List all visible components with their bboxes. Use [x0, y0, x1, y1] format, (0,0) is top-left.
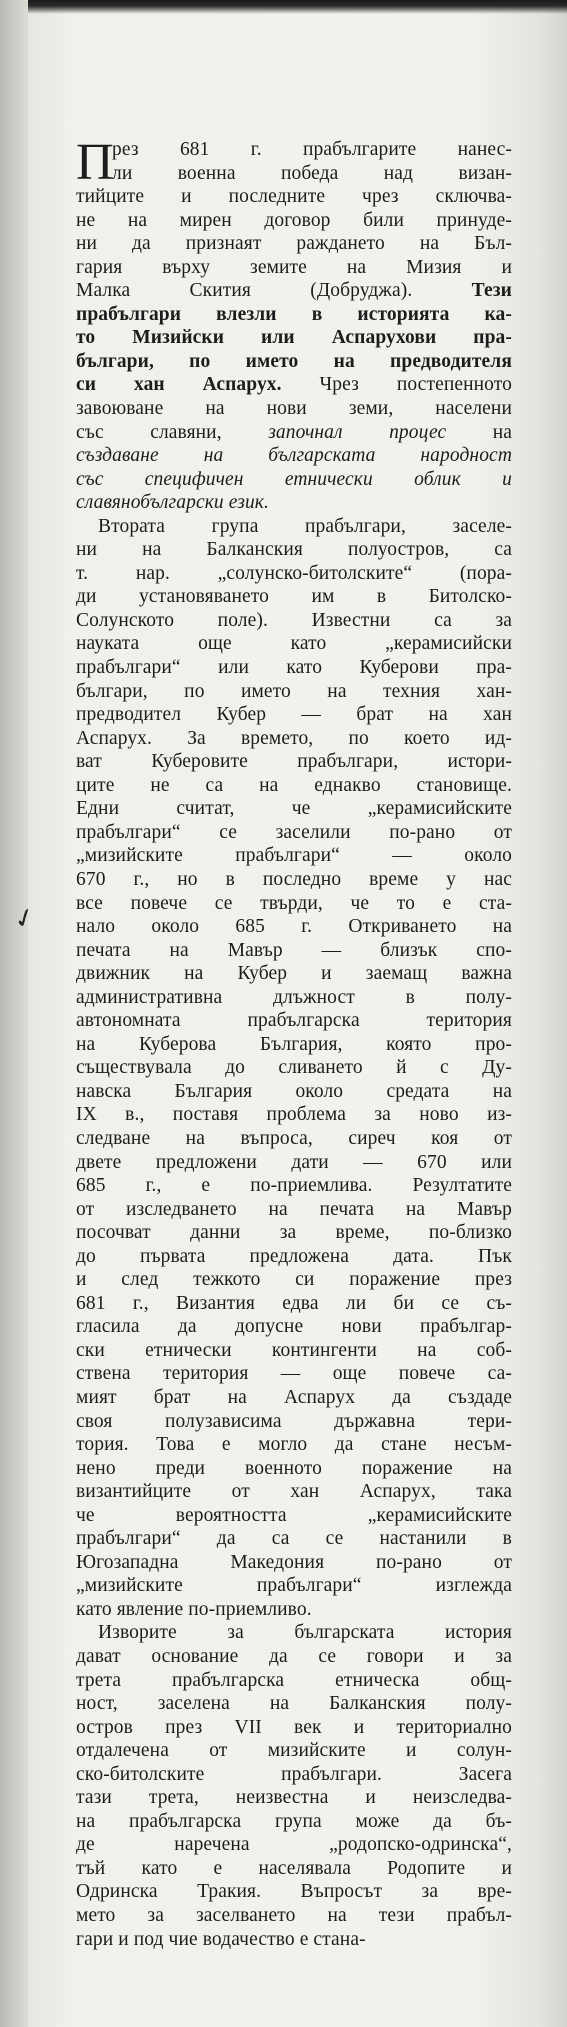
text-run: отдалечена от мизийските и солун- — [76, 1740, 512, 1762]
text-run: движник на Кубер и заемащ важна — [76, 963, 512, 985]
text-run: Аспарух. За времето, по което ид- — [76, 727, 512, 749]
text-line — [76, 373, 512, 397]
text-line — [76, 1880, 512, 1904]
text-line — [76, 1103, 512, 1127]
text-run: ни на Балканския полуостров, са — [76, 539, 512, 561]
text-run: посочват данни за време, по-близко — [76, 1222, 512, 1244]
text-line — [76, 1198, 512, 1222]
text-line — [76, 256, 512, 280]
text-run: „мизийските прабългари“ изглежда — [76, 1575, 512, 1597]
text-run: съществувала до сливането й с Ду- — [76, 1057, 512, 1079]
text-line — [76, 727, 512, 751]
text-line — [76, 1527, 512, 1551]
text-run: Тези — [471, 280, 512, 302]
text-run: българи, по името на техния хан- — [76, 680, 512, 702]
text-run: тази трета, неизвестна и неизследва- — [76, 1787, 512, 1809]
text-run: на Куберова България, която про- — [76, 1033, 512, 1055]
text-run: трета прабългарска етническа общ- — [76, 1669, 512, 1691]
text-run: 670 г., но в последно време у нас — [76, 868, 512, 890]
text-line — [76, 491, 512, 515]
text-run: мият брат на Аспарух да създаде — [76, 1386, 512, 1408]
text-run: Втората група прабългари, заселе- — [98, 515, 512, 537]
text-run: прабългари влезли в историята ка- — [76, 303, 512, 325]
text-line — [76, 609, 512, 633]
text-line — [76, 1410, 512, 1434]
text-run: Солунското поле). Известни са за — [76, 609, 512, 631]
text-run: т. нар. „солунско-битолските“ (пора- — [76, 562, 512, 584]
text-line — [76, 1457, 512, 1481]
text-line — [76, 1127, 512, 1151]
text-run: ди установяването им в Битолско- — [76, 586, 512, 608]
text-line — [76, 1221, 512, 1245]
text-line — [76, 562, 512, 586]
text-line — [76, 585, 512, 609]
text-line — [76, 397, 512, 421]
text-run: тийците и последните чрез сключва- — [76, 186, 512, 208]
text-line — [76, 185, 512, 209]
text-run: тъй като е населявала Родопите и — [76, 1857, 512, 1879]
text-line — [76, 1598, 512, 1622]
text-run: Малка Скития (Добруджа). — [76, 280, 472, 302]
page-left-edge — [0, 0, 28, 2027]
text-line — [76, 1928, 512, 1952]
text-line — [76, 303, 512, 327]
text-run: Югозападна Македония по-рано от — [76, 1551, 512, 1573]
text-line — [76, 1433, 512, 1457]
text-run: де наречена „родопско-одринска“, — [76, 1834, 512, 1856]
text-run: от изследването на печата на Мавър — [76, 1198, 512, 1220]
text-line — [76, 1174, 512, 1198]
text-run: ни да признаят раждането на Бъл- — [76, 233, 512, 255]
text-line — [76, 1080, 512, 1104]
text-line — [76, 209, 512, 233]
text-line — [76, 703, 512, 727]
text-run: ски етнически контингенти на соб- — [76, 1339, 512, 1361]
text-run: двете предложени дати — 670 или — [76, 1151, 512, 1173]
text-line — [76, 1480, 512, 1504]
text-run: тория. Това е могло да стане несъм- — [76, 1434, 512, 1456]
text-run: ствена територия — още повече са- — [76, 1363, 512, 1385]
text-line — [76, 986, 512, 1010]
text-run: гласила да допусне нови прабългар- — [76, 1316, 512, 1338]
text-run: като явление по-приемливо. — [76, 1598, 312, 1620]
text-run: автономната прабългарска територия — [76, 1010, 512, 1032]
text-line — [76, 1315, 512, 1339]
text-line — [76, 962, 512, 986]
text-line — [76, 1033, 512, 1057]
text-line — [76, 1292, 512, 1316]
text-line — [76, 1621, 512, 1645]
text-run: Изворите за българската история — [98, 1622, 512, 1644]
text-line — [76, 538, 512, 562]
text-run: създаване на българската народност — [76, 445, 512, 467]
text-line — [76, 1056, 512, 1080]
text-run: прабългари“ се заселили по-рано от — [76, 821, 512, 843]
text-line — [76, 279, 512, 303]
text-line — [76, 468, 512, 492]
text-line — [76, 632, 512, 656]
text-line — [76, 1669, 512, 1693]
text-run: гария върху земите на Мизия и — [76, 256, 512, 278]
text-line — [76, 1268, 512, 1292]
text-line — [76, 1763, 512, 1787]
text-run: не на мирен договор били принуде- — [76, 209, 512, 231]
text-line — [76, 1245, 512, 1269]
drop-cap: П — [76, 134, 114, 191]
text-run: ли военна победа над визан- — [112, 162, 512, 184]
text-run: или — [224, 327, 332, 349]
text-run: ват Куберовите прабългари, истори- — [76, 751, 512, 773]
text-line — [76, 1386, 512, 1410]
text-line — [76, 138, 512, 162]
text-run: нало около 685 г. Откриването на — [76, 916, 512, 938]
text-run: Аспарухови — [331, 327, 437, 349]
text-run: IX в., поставя проблема за ново из- — [76, 1104, 512, 1126]
text-run: 681 г., Византия едва ли би се съ- — [76, 1292, 512, 1314]
text-line — [76, 1692, 512, 1716]
text-run: следване на въпроса, сиреч коя от — [76, 1127, 512, 1149]
text-run: то — [76, 327, 133, 349]
text-run: административна длъжност в полу- — [76, 986, 512, 1008]
text-run: пра- — [436, 327, 512, 349]
text-run: „мизийските прабългари“ — около — [76, 845, 512, 867]
text-run: мето за заселването на тези прабъл- — [76, 1905, 512, 1927]
text-line — [76, 350, 512, 374]
text-line — [76, 1904, 512, 1928]
text-run: ците не са на еднакво становище. — [76, 774, 512, 796]
text-run: и след тежкото си поражение през — [76, 1269, 512, 1291]
text-run: че вероятността „керамисийските — [76, 1504, 512, 1526]
text-line — [76, 444, 512, 468]
text-line — [76, 797, 512, 821]
text-run: Чрез постепенното — [319, 374, 512, 396]
text-run: своя полузависима държавна тери- — [76, 1410, 512, 1432]
text-line — [76, 868, 512, 892]
text-line — [76, 162, 512, 186]
text-run: ност, заселена на Балканския полу- — [76, 1693, 512, 1715]
text-run: рез 681 г. прабългарите нанес- — [112, 139, 512, 160]
text-line — [76, 421, 512, 445]
text-run: завоюване на нови земи, населени — [76, 398, 512, 420]
text-line — [76, 1786, 512, 1810]
text-run: славянобългарски език. — [76, 492, 269, 514]
paragraph — [76, 515, 512, 1622]
paragraph — [76, 1621, 512, 1951]
text-run: ско-битолските прабългари. Засега — [76, 1763, 512, 1785]
text-line — [76, 1504, 512, 1528]
text-run: Одринска Тракия. Въпросът за вре- — [76, 1881, 512, 1903]
text-run: със специфичен етнически облик и — [76, 468, 512, 490]
text-line — [76, 656, 512, 680]
text-run: 685 г., е по-приемлива. Резултатите — [76, 1175, 512, 1197]
article-text — [76, 134, 513, 1951]
text-line — [76, 680, 512, 704]
text-run: прабългари“ да са се настанили в — [76, 1528, 512, 1550]
text-line — [76, 774, 512, 798]
text-line — [76, 1339, 512, 1363]
text-run: Мизийски — [132, 327, 225, 349]
text-line — [76, 515, 512, 539]
text-run: остров през VII век и териториално — [76, 1716, 512, 1738]
text-run: науката още като „керамисийски — [76, 633, 512, 655]
paragraph — [76, 134, 513, 515]
text-run: предводител Кубер — брат на хан — [76, 704, 512, 726]
text-line — [76, 1362, 512, 1386]
text-line — [76, 892, 512, 916]
text-run: нено преди военното поражение на — [76, 1457, 512, 1479]
text-line — [76, 1833, 512, 1857]
text-line — [76, 939, 512, 963]
text-line — [76, 1009, 512, 1033]
text-run: със славяни, — [76, 421, 269, 443]
text-line — [76, 1645, 512, 1669]
text-line — [76, 1551, 512, 1575]
text-run: византийците от хан Аспарух, така — [76, 1481, 512, 1503]
text-run: печата на Мавър — близък спо- — [76, 939, 512, 961]
pen-mark-icon: ✓ — [9, 901, 40, 936]
text-line — [76, 1810, 512, 1834]
text-run: прабългари“ или като Куберови пра- — [76, 657, 512, 679]
text-run: започнал процес — [268, 421, 447, 443]
text-line — [76, 1739, 512, 1763]
text-line — [76, 821, 512, 845]
text-run: гари и под чие водачество е стана- — [76, 1928, 366, 1950]
text-run: Едни считат, че „керамисийските — [76, 798, 512, 820]
text-run: до първата предложена дата. Пък — [76, 1245, 512, 1267]
text-line — [76, 1716, 512, 1740]
text-line — [76, 1151, 512, 1175]
text-line — [76, 326, 512, 350]
text-run: дават основание да се говори и за — [76, 1646, 512, 1667]
text-line — [76, 844, 512, 868]
text-run: си хан Аспарух. — [76, 374, 320, 396]
text-line — [76, 232, 512, 256]
text-run: на — [446, 421, 513, 443]
text-run: на прабългарска група може да бъ- — [76, 1810, 512, 1832]
text-line — [76, 1574, 512, 1598]
text-run: българи, по името на предводителя — [76, 350, 512, 372]
text-run: все повече се твърди, че то е ста- — [76, 892, 512, 914]
text-line — [76, 750, 512, 774]
text-line — [76, 915, 512, 939]
text-run: навска България около средата на — [76, 1080, 512, 1102]
text-line — [76, 1857, 512, 1881]
page-top-edge — [28, 0, 567, 14]
